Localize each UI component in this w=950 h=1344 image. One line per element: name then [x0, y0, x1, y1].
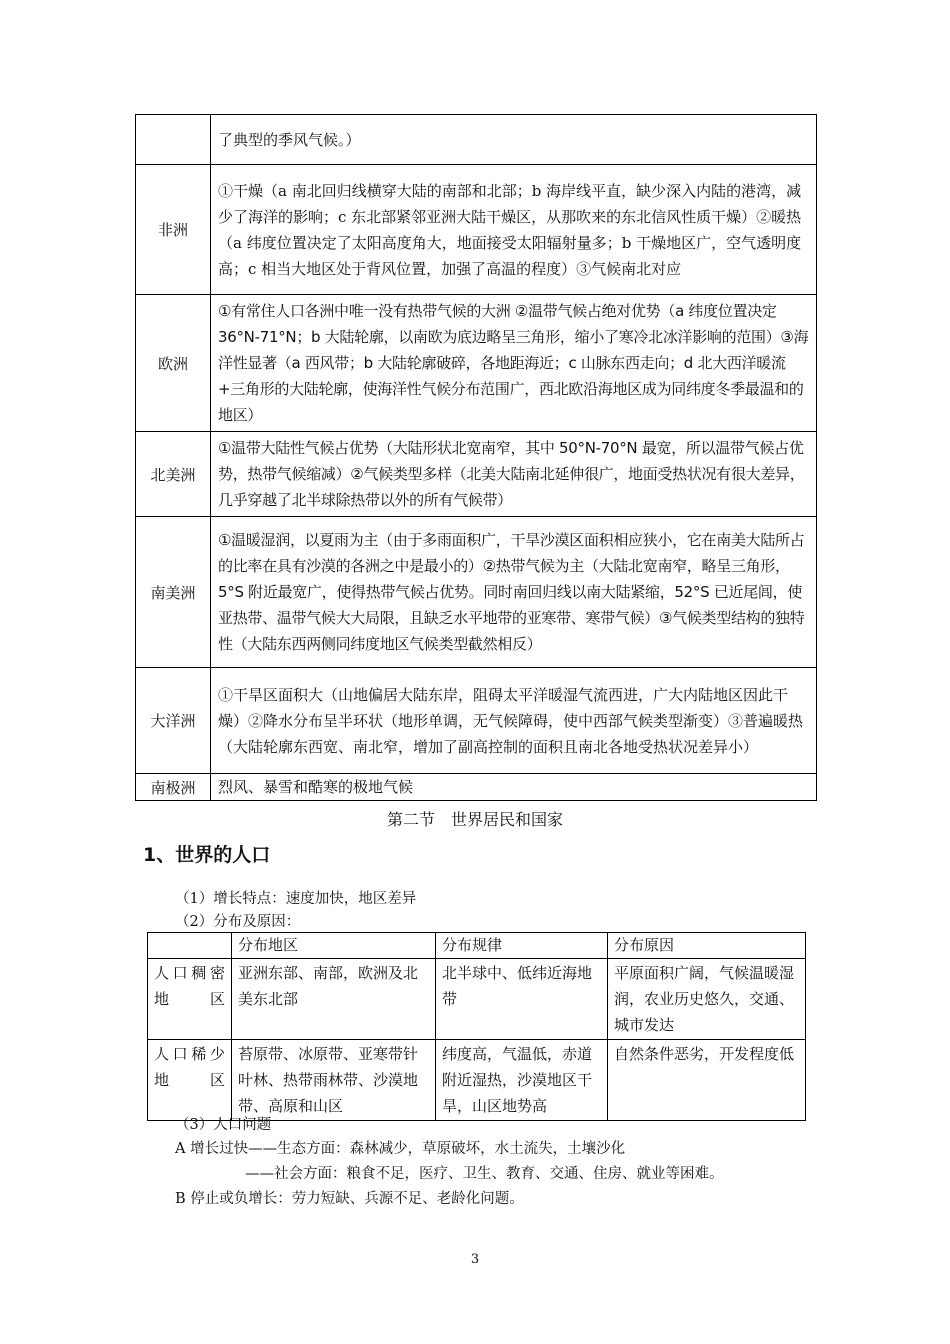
region-cell: 苔原带、冰原带、亚寒带针叶林、热带雨林带、沙漠地带、高原和山区	[232, 1040, 436, 1121]
table-row	[136, 668, 817, 774]
pattern-cell: 纬度高，气温低，赤道附近湿热，沙漠地区干旱，山区地势高	[436, 1040, 608, 1121]
climate-text-cell: ①干燥（a 南北回归线横穿大陆的南部和北部；b 海岸线平直，缺少深入内陆的港湾，减少了海洋的影响；c 东北部紧邻亚洲大陆干燥区，从那吹来的东北信风性质干燥）②暖热（a 纬度位置决定了太阳高度角大，地面接受太阳辐射量多；b 干燥地区广，空气透明度高；c 相当大地区处于背风位置，加强了高温的程度）③气候南北对应	[211, 165, 817, 295]
region-cell: 亚洲东部、南部，欧洲及北美东北部	[232, 959, 436, 1040]
climate-text-cell: 烈风、暴雪和酷寒的极地气候	[211, 774, 817, 801]
table-header-row	[148, 933, 806, 959]
problem-a1: A 增长过快——生态方面：森林减少，草原破坏，水土流失，土壤沙化	[175, 1141, 626, 1157]
table-row	[136, 165, 817, 295]
heading: 1、世界的人口	[143, 844, 271, 866]
table-row	[136, 774, 817, 801]
header-cell	[148, 933, 232, 959]
climate-text-cell: ①有常住人口各洲中唯一没有热带气候的大洲 ②温带气候占绝对优势（a 纬度位置决定 36°N-71°N；b 大陆轮廓，以南欧为底边略呈三角形，缩小了寒冷北冰洋影响的范围）③海洋性显著（a 西风带；b 大陆轮廓破碎，各地距海近；c 山脉东西走向；d 北大西洋暖流+三角形的大陆轮廓，使海洋性气候分布范围广，西北欧沿海地区成为同纬度冬季最温和的地区）	[211, 295, 817, 432]
continent-cell: 非洲	[136, 165, 211, 295]
page-number: 3	[470, 1252, 480, 1267]
section-title: 第二节 世界居民和国家	[386, 810, 563, 829]
climate-text-cell: 了典型的季风气候。）	[211, 115, 817, 165]
header-cell: 分布地区	[232, 933, 436, 959]
problem-b: B 停止或负增长：劳力短缺、兵源不足、老龄化问题。	[175, 1191, 524, 1207]
reason-cell: 平原面积广阔，气候温暖湿润，农业历史悠久，交通、城市发达	[608, 959, 806, 1040]
continent-cell: 南美洲	[136, 517, 211, 668]
header-cell: 分布原因	[608, 933, 806, 959]
continent-cell: 南极洲	[136, 774, 211, 801]
continent-cell: 欧洲	[136, 295, 211, 432]
continent-cell: 北美洲	[136, 432, 211, 517]
row-label: 人口稠密地区	[148, 959, 232, 1040]
climate-table	[135, 114, 817, 801]
climate-text-cell: ①干旱区面积大（山地偏居大陆东岸，阻碍太平洋暖湿气流西进，广大内陆地区因此干燥）②降水分布呈半环状（地形单调，无气候障碍，使中西部气候类型渐变）③普遍暖热（大陆轮廓东西宽、南北窄，增加了副高控制的面积且南北各地受热状况差异小）	[211, 668, 817, 774]
row-label: 人口稀少地区	[148, 1040, 232, 1121]
problems-title: （3）人口问题	[175, 1117, 272, 1133]
table-row	[148, 959, 806, 1040]
climate-text-cell: ①温暖湿润，以夏雨为主（由于多雨面积广，干旱沙漠区面积相应狭小，它在南美大陆所占的比率在具有沙漠的各洲之中是最小的）②热带气候为主（大陆北宽南窄，略呈三角形，5°S 附近最宽广，使得热带气候占优势。同时南回归线以南大陆紧缩，52°S 已近尾闾，使亚热带、温带气候大大局限，且缺乏水平地带的亚寒带、寒带气候）③气候类型结构的独特性（大陆东西两侧同纬度地区气候类型截然相反）	[211, 517, 817, 668]
table-row	[136, 432, 817, 517]
reason-cell: 自然条件恶劣，开发程度低	[608, 1040, 806, 1121]
table-row	[136, 517, 817, 668]
population-table	[147, 932, 806, 1121]
table-row	[136, 115, 817, 165]
problem-a2: ——社会方面：粮食不足，医疗、卫生、教育、交通、住房、就业等困难。	[245, 1166, 724, 1182]
continent-cell	[136, 115, 211, 165]
continent-cell: 大洋洲	[136, 668, 211, 774]
table-row	[136, 295, 817, 432]
growth-line: （1）增长特点：速度加快，地区差异	[175, 891, 417, 907]
table-row	[148, 1040, 806, 1121]
climate-text-cell: ①温带大陆性气候占优势（大陆形状北宽南窄，其中 50°N-70°N 最宽，所以温带气候占优势，热带气候缩减）②气候类型多样（北美大陆南北延伸很广，地面受热状况有很大差异，几乎穿越了北半球除热带以外的所有气候带）	[211, 432, 817, 517]
pattern-cell: 北半球中、低纬近海地带	[436, 959, 608, 1040]
distribution-line: （2）分布及原因：	[175, 914, 301, 930]
header-cell: 分布规律	[436, 933, 608, 959]
